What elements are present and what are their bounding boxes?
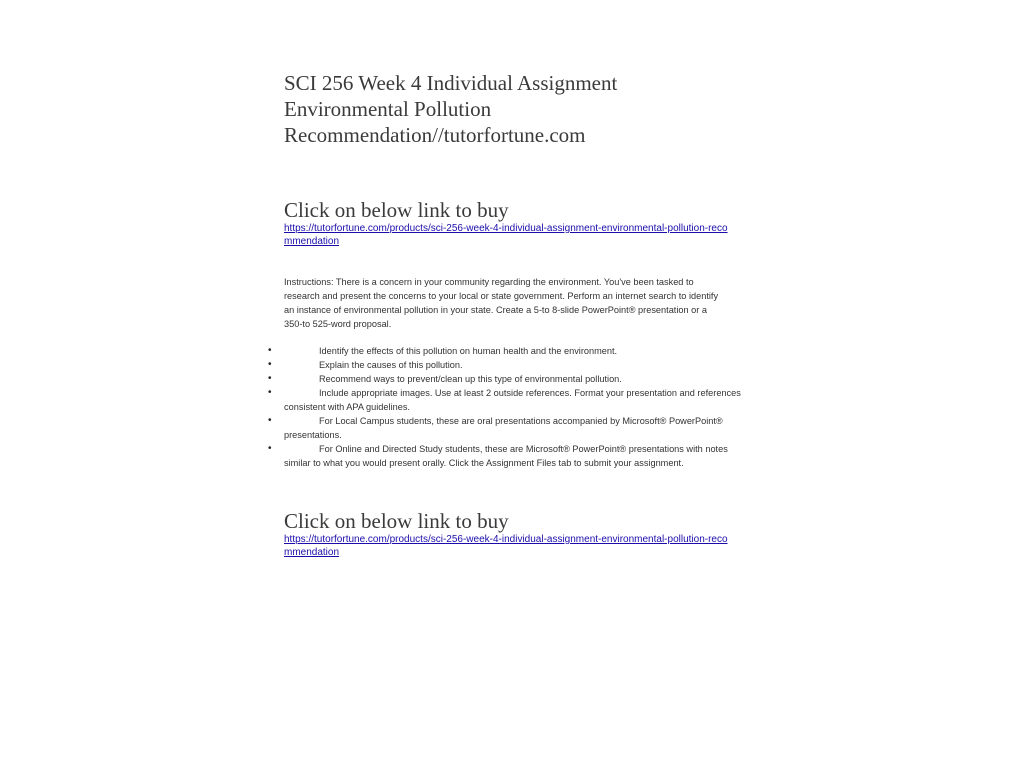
bullet-icon: • bbox=[268, 415, 272, 426]
list-item: • Identify the effects of this pollution on human health and the environment. bbox=[268, 345, 618, 356]
title-line-1: SCI 256 Week 4 Individual Assignment bbox=[284, 71, 618, 95]
list-item: • For Online and Directed Study students, these are Microsoft® PowerPoint® presentations with notes similar to what you would present orally. Click the Assignment Files tab to submit your assignment. bbox=[268, 443, 728, 468]
list-item: • Explain the causes of this pollution. bbox=[268, 359, 463, 370]
list-item: • For Local Campus students, these are oral presentations accompanied by Microsoft® PowerPoint® presentations. bbox=[268, 415, 723, 440]
bullet-icon: • bbox=[268, 345, 272, 356]
buy-link-top[interactable]: https://tutorfortune.com/products/sci-256-week-4-individual-assignment-environmental-pollution-recommendation bbox=[284, 223, 728, 247]
title-line-3: Recommendation//tutorfortune.com bbox=[284, 123, 586, 147]
title-line-2: Environmental Pollution bbox=[284, 97, 492, 121]
bullet-icon: • bbox=[268, 373, 272, 384]
buy-link-bottom[interactable]: https://tutorfortune.com/products/sci-256-week-4-individual-assignment-environmental-pollution-recommendation bbox=[284, 534, 728, 558]
bullet-icon: • bbox=[268, 359, 272, 370]
bullet-icon: • bbox=[268, 443, 272, 454]
buy-heading-bottom: Click on below link to buy bbox=[284, 509, 509, 533]
bullet-icon: • bbox=[268, 387, 272, 398]
requirements-list bbox=[268, 344, 744, 470]
document-title bbox=[284, 70, 764, 148]
list-item: • Include appropriate images. Use at least 2 outside references. Format your presentation and references consistent with APA guidelines. bbox=[268, 387, 741, 412]
list-item: • Recommend ways to prevent/clean up this type of environmental pollution. bbox=[268, 373, 622, 384]
instructions-paragraph: Instructions: There is a concern in your community regarding the environment. You've been tasked to research and present the concerns to your local or state government. Perform an internet search to identify an instance of environmental pollution in your state. Create a 5-to 8-slide PowerPoint® presentation or a 350-to 525-word proposal. bbox=[284, 277, 719, 329]
buy-heading-top: Click on below link to buy bbox=[284, 198, 509, 222]
